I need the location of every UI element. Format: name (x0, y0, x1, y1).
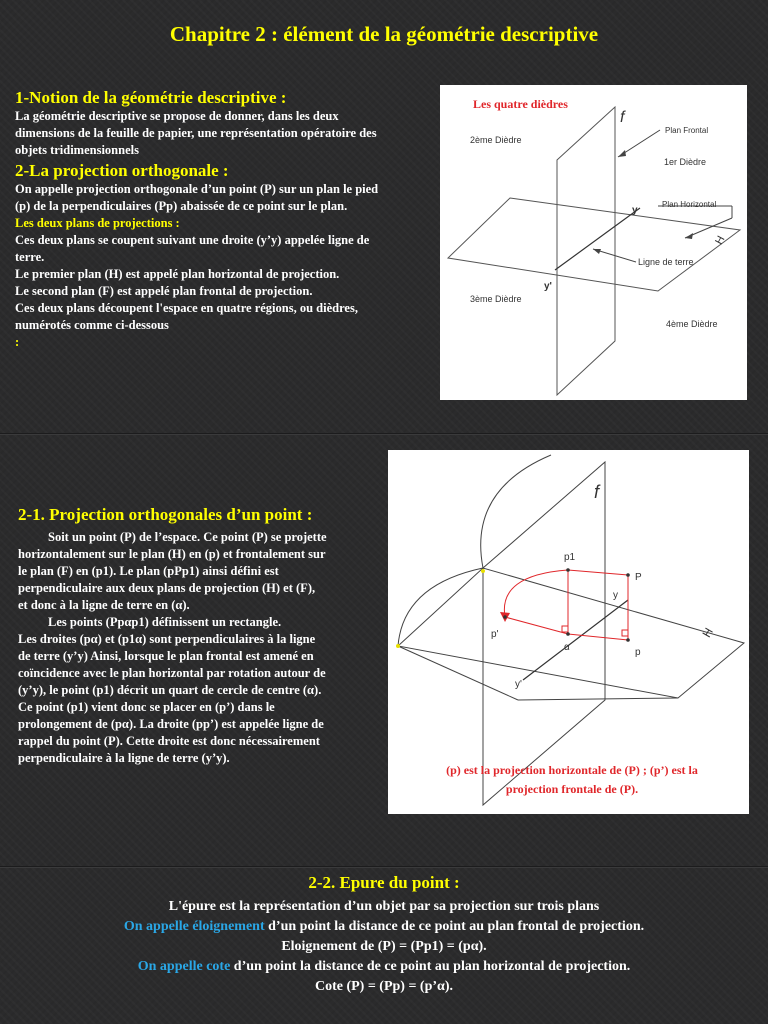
label-f: f (594, 482, 600, 502)
label-p: p (635, 647, 641, 658)
page-title: Chapitre 2 : élément de la géométrie descriptive (169, 22, 599, 46)
ground-line (555, 208, 640, 270)
horizontal-plane (398, 568, 744, 698)
figure-quatre-diedres (440, 85, 747, 400)
section2-body-line: Ces deux plans découpent l'espace en quatre régions, ou dièdres, (15, 301, 358, 315)
marker-yellow (481, 569, 485, 573)
section21-heading: 2-1. Projection orthogonales d’un point : (18, 505, 313, 524)
section-divider (0, 433, 768, 434)
section21-line: le plan (F) en (p1). Le plan (pPp1) ainsi défini est (18, 564, 279, 578)
section21-line: perpendiculaire à la ligne de terre (y’y). (18, 751, 230, 765)
figure-projection-point (388, 450, 749, 814)
section2-body-line: Le premier plan (H) est appelé plan horizontal de projection. (15, 267, 340, 281)
right-angle-mark (562, 626, 568, 632)
horizontal-plane (448, 198, 740, 291)
label-2eme-diedre: 2ème Dièdre (470, 135, 522, 145)
point-P (626, 573, 630, 577)
label-f: f (620, 109, 625, 126)
plane-edge (518, 698, 678, 700)
point-p-prime (503, 615, 507, 619)
label-P: P (635, 572, 642, 583)
label-alpha: α (564, 642, 570, 653)
section21-line: horizontalement sur le plan (H) en (p) et frontalement sur (18, 547, 326, 561)
marker-yellow (396, 644, 400, 648)
section21-line: (y’y), le point (p1) décrit un quart de cercle de centre (α). (18, 683, 322, 697)
section22-heading: 2-2. Epure du point : (308, 873, 460, 892)
arc-top (481, 455, 551, 568)
eloignement-definition (0, 917, 768, 937)
cote-rest: d’un point la distance de ce point au plan horizontal de projection. (230, 959, 631, 974)
arrowhead (593, 249, 601, 254)
section21-line: Ce point (p1) vient donc se placer en (p’) dans le (18, 700, 275, 714)
label-p-prime: p' (491, 629, 499, 640)
eloignement-formula: Eloignement de (P) = (Pp1) = (pα). (281, 939, 487, 954)
arrowhead (618, 150, 626, 157)
section1-heading: 1-Notion de la géométrie descriptive : (15, 88, 287, 107)
section-epure (0, 873, 768, 997)
section21-line: de terre (y’y) Ainsi, lorsque le plan frontal est amené en (18, 649, 314, 663)
diedres-diagram (440, 85, 747, 400)
section21-line: et donc à la ligne de terre en (α). (18, 598, 190, 612)
label-p1: p1 (564, 552, 576, 563)
point-alpha (566, 632, 570, 636)
section2-intro-line: (p) de la perpendiculaires (Pp) abaissée de ce point sur le plan. (15, 199, 348, 213)
section21-line: Les points (Ppαp1) définissent un rectangle. (48, 615, 282, 629)
label-h: H (713, 234, 728, 247)
label-y: y (632, 205, 638, 216)
plane-edge (398, 646, 518, 700)
section2-body-line: Ces deux plans se coupent suivant une droite (y’y) appelée ligne de (15, 233, 370, 247)
point-p (626, 638, 630, 642)
section2-body-line: Le second plan (F) est appelé plan frontal de projection. (15, 284, 313, 298)
point-p1 (566, 568, 570, 572)
eloignement-rest: d’un point la distance de ce point au plan frontal de projection. (264, 919, 645, 934)
arrowhead (685, 233, 693, 239)
section-divider (0, 866, 768, 867)
figure1-title: Les quatre dièdres (473, 97, 568, 111)
section21-line: Soit un point (P) de l’espace. Ce point (P) se projette (48, 530, 327, 544)
section1-line: La géométrie descriptive se propose de donner, dans les deux (15, 109, 339, 123)
construction-red (504, 570, 628, 640)
section1-line: dimensions de la feuille de papier, une représentation opératoire des (15, 126, 377, 140)
section21-line: perpendiculaire aux deux plans de projection (H) et (F), (18, 581, 316, 595)
section1-line: objets tridimensionnels (15, 143, 139, 157)
eloignement-term: On appelle éloignement (123, 919, 265, 934)
label-y-prime: y' (515, 679, 522, 690)
label-ligne-terre: Ligne de terre (638, 257, 694, 267)
figure2-caption-line1: (p) est la projection horizontale de (P) ; (p’) est la (446, 763, 698, 777)
projection-diagram (388, 450, 749, 814)
section2-subheading: Les deux plans de projections : (15, 216, 180, 230)
right-angle-mark (622, 630, 628, 636)
section-projection-point (18, 505, 386, 767)
label-y-prime: y' (544, 281, 552, 292)
cote-definition (0, 957, 768, 977)
section2-heading: 2-La projection orthogonale : (15, 161, 229, 180)
label-1er-diedre: 1er Dièdre (664, 157, 707, 167)
epure-definition: L'épure est la représentation d’un objet par sa projection sur trois plans (168, 899, 600, 914)
frontal-plane (557, 107, 615, 395)
cote-term: On appelle cote (137, 959, 231, 974)
label-plan-frontal: Plan Frontal (665, 126, 709, 135)
figure2-caption-line2: projection frontale de (P). (505, 782, 639, 796)
section21-line: prolongement de (pα). La droite (pp’) est appelée ligne de (18, 717, 324, 731)
section-notion (15, 88, 440, 351)
section21-line: coïncidence avec le plan horizontal par rotation autour de (18, 666, 326, 680)
section2-body-line: numérotés comme ci-dessous (15, 318, 169, 332)
label-plan-horizontal: Plan Horizontal (662, 200, 717, 209)
section21-line: Les droites (pα) et (p1α) sont perpendiculaires à la ligne (18, 632, 316, 646)
label-3eme-diedre: 3ème Dièdre (470, 294, 522, 304)
label-4eme-diedre: 4ème Dièdre (666, 319, 718, 329)
section21-line: rappel du point (P). Cette droite est donc nécessairement (18, 734, 320, 748)
section2-intro-line: On appelle projection orthogonale d’un point (P) sur un plan le pied (15, 182, 379, 196)
ground-line (523, 600, 628, 680)
label-y: y (613, 590, 618, 601)
section2-body-line: terre. (15, 250, 45, 264)
frontal-plane (483, 462, 605, 805)
label-h: H (699, 625, 716, 640)
cote-formula: Cote (P) = (Pp) = (p’α). (314, 979, 454, 994)
section2-body-line: : (15, 335, 20, 349)
